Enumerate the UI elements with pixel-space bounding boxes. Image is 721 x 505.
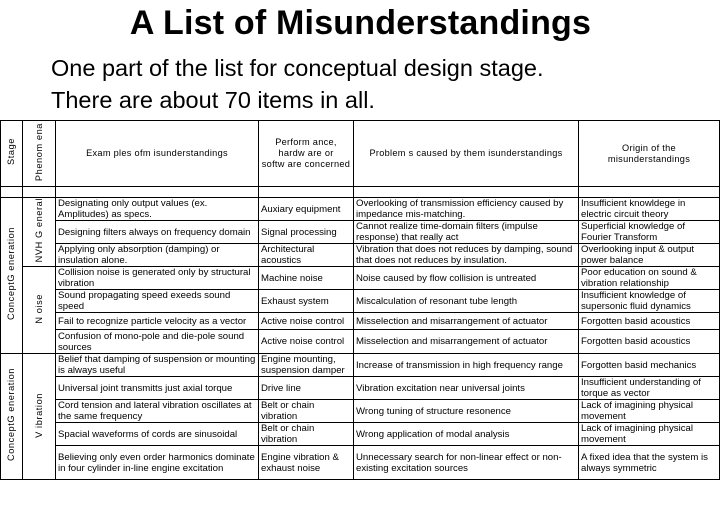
stage-cell (1, 198, 23, 354)
phenomena-cell (23, 267, 56, 354)
problem-cell: Misselection and misarrangement of actuator (354, 313, 579, 330)
problem-cell: Increase of transmission in high frequency range (354, 354, 579, 377)
example-cell: Confusion of mono-pole and die-pole sound sources (56, 330, 259, 354)
slide-title: A List of Misunderstandings (129, 4, 592, 42)
origin-cell: A fixed idea that the system is always symmetric (579, 446, 720, 480)
table-row (1, 400, 720, 423)
problem-cell: Overlooking of transmission efficiency caused by impedance mis-matching. (354, 198, 579, 221)
origin-cell: Forgotten basid acoustics (579, 330, 720, 354)
spacer-row (1, 187, 720, 198)
header-row (1, 121, 720, 187)
performance-cell: Belt or chain vibration (259, 400, 354, 423)
phenomena-label: NVH G eneral (33, 198, 44, 263)
table-row (1, 313, 720, 330)
phenomena-cell (23, 354, 56, 480)
misunderstandings-table (0, 120, 720, 480)
origin-cell: Poor education on sound & vibration relationship (579, 267, 720, 290)
stage-label: ConceptG eneration (6, 368, 16, 462)
problem-cell: Miscalculation of resonant tube length (354, 290, 579, 313)
origin-cell: Overlooking input & output power balance (579, 244, 720, 267)
example-cell: Universal joint transmitts just axial torque (56, 377, 259, 400)
example-cell: Fail to recognize particle velocity as a vector (56, 313, 259, 330)
spacer-cell (56, 187, 259, 198)
table-row (1, 446, 720, 480)
header-performance-line-3: softw are concerned (261, 159, 351, 169)
spacer-cell (23, 187, 56, 198)
table-row (1, 423, 720, 446)
spacer-cell (259, 187, 354, 198)
example-cell: Applying only absorption (damping) or insulation alone. (56, 244, 259, 267)
performance-cell: Engine vibration & exhaust noise (259, 446, 354, 480)
performance-cell: Architectural acoustics (259, 244, 354, 267)
example-cell: Sound propagating speed exeeds sound speed (56, 290, 259, 313)
header-examples: Exam ples ofm isunderstandings (56, 121, 259, 187)
performance-cell: Active noise control (259, 313, 354, 330)
origin-cell: Insufficient understanding of torque as vector (579, 377, 720, 400)
problem-cell: Noise caused by flow collision is untreated (354, 267, 579, 290)
performance-cell: Auxiary equipment (259, 198, 354, 221)
header-stage-label: Stage (6, 138, 16, 166)
example-cell: Collision noise is generated only by structural vibration (56, 267, 259, 290)
origin-cell: Insufficient knowledge of supersonic fluid dynamics (579, 290, 720, 313)
performance-cell: Exhaust system (259, 290, 354, 313)
subtitle-line-2: There are about 70 items in all. (51, 87, 375, 113)
performance-cell: Belt or chain vibration (259, 423, 354, 446)
spacer-cell (1, 187, 23, 198)
subtitle-line-1: One part of the list for conceptual design stage. (51, 55, 544, 81)
origin-cell: Lack of imagining physical movement (579, 400, 720, 423)
stage-cell (1, 354, 23, 480)
table-row (1, 377, 720, 400)
origin-cell: Lack of imagining physical movement (579, 423, 720, 446)
header-origin-line-1: Origin of the (622, 142, 676, 153)
spacer-cell (354, 187, 579, 198)
example-cell: Designing filters always on frequency domain (56, 221, 259, 244)
performance-cell: Drive line (259, 377, 354, 400)
performance-cell: Signal processing (259, 221, 354, 244)
header-origin-line-2: misunderstandings (607, 153, 691, 164)
phenomena-label: V ibration (33, 392, 44, 438)
header-performance-line-1: Perform ance, (275, 137, 337, 147)
example-cell: Belief that damping of suspension or mounting is always useful (56, 354, 259, 377)
performance-cell: Active noise control (259, 330, 354, 354)
header-performance (259, 121, 354, 187)
table-row (1, 198, 720, 221)
header-phenomena (23, 121, 56, 187)
example-cell: Spacial waveforms of cords are sinusoidal (56, 423, 259, 446)
header-problems: Problem s caused by them isunderstandings (354, 121, 579, 187)
table-row (1, 244, 720, 267)
phenomena-label: N oise (33, 293, 44, 324)
phenomena-cell (23, 198, 56, 267)
table-row (1, 330, 720, 354)
problem-cell: Cannot realize time-domain filters (impulse response) that really act (354, 221, 579, 244)
problem-cell: Vibration that does not reduces by damping, sound that does not reduces by insulation. (354, 244, 579, 267)
problem-cell: Misselection and misarrangement of actuator (354, 330, 579, 354)
origin-cell: Superficial knowledge of Fourier Transform (579, 221, 720, 244)
table-row (1, 267, 720, 290)
example-cell: Designating only output values (ex. Amplitudes) as specs. (56, 198, 259, 221)
performance-cell: Machine noise (259, 267, 354, 290)
table-row (1, 290, 720, 313)
problem-cell: Wrong tuning of structure resonence (354, 400, 579, 423)
header-origin (579, 121, 720, 187)
spacer-cell (579, 187, 720, 198)
origin-cell: Forgotten basid acoustics (579, 313, 720, 330)
example-cell: Cord tension and lateral vibration oscillates at the same frequency (56, 400, 259, 423)
example-cell: Believing only even order harmonics dominate in four cylinder in-line engine excitation (56, 446, 259, 480)
table-row (1, 354, 720, 377)
header-stage (1, 121, 23, 187)
table-row (1, 221, 720, 244)
header-phenomena-label: Phenom ena (33, 122, 44, 182)
origin-cell: Insufficient knowldege in electric circuit theory (579, 198, 720, 221)
origin-cell: Forgotten basid mechanics (579, 354, 720, 377)
problem-cell: Wrong application of modal analysis (354, 423, 579, 446)
problem-cell: Vibration excitation near universal joints (354, 377, 579, 400)
problem-cell: Unnecessary search for non-linear effect or non-existing excitation sources (354, 446, 579, 480)
header-performance-line-2: hardw are or (278, 148, 334, 158)
stage-label: ConceptG eneration (6, 227, 16, 321)
performance-cell: Engine mounting, suspension damper (259, 354, 354, 377)
